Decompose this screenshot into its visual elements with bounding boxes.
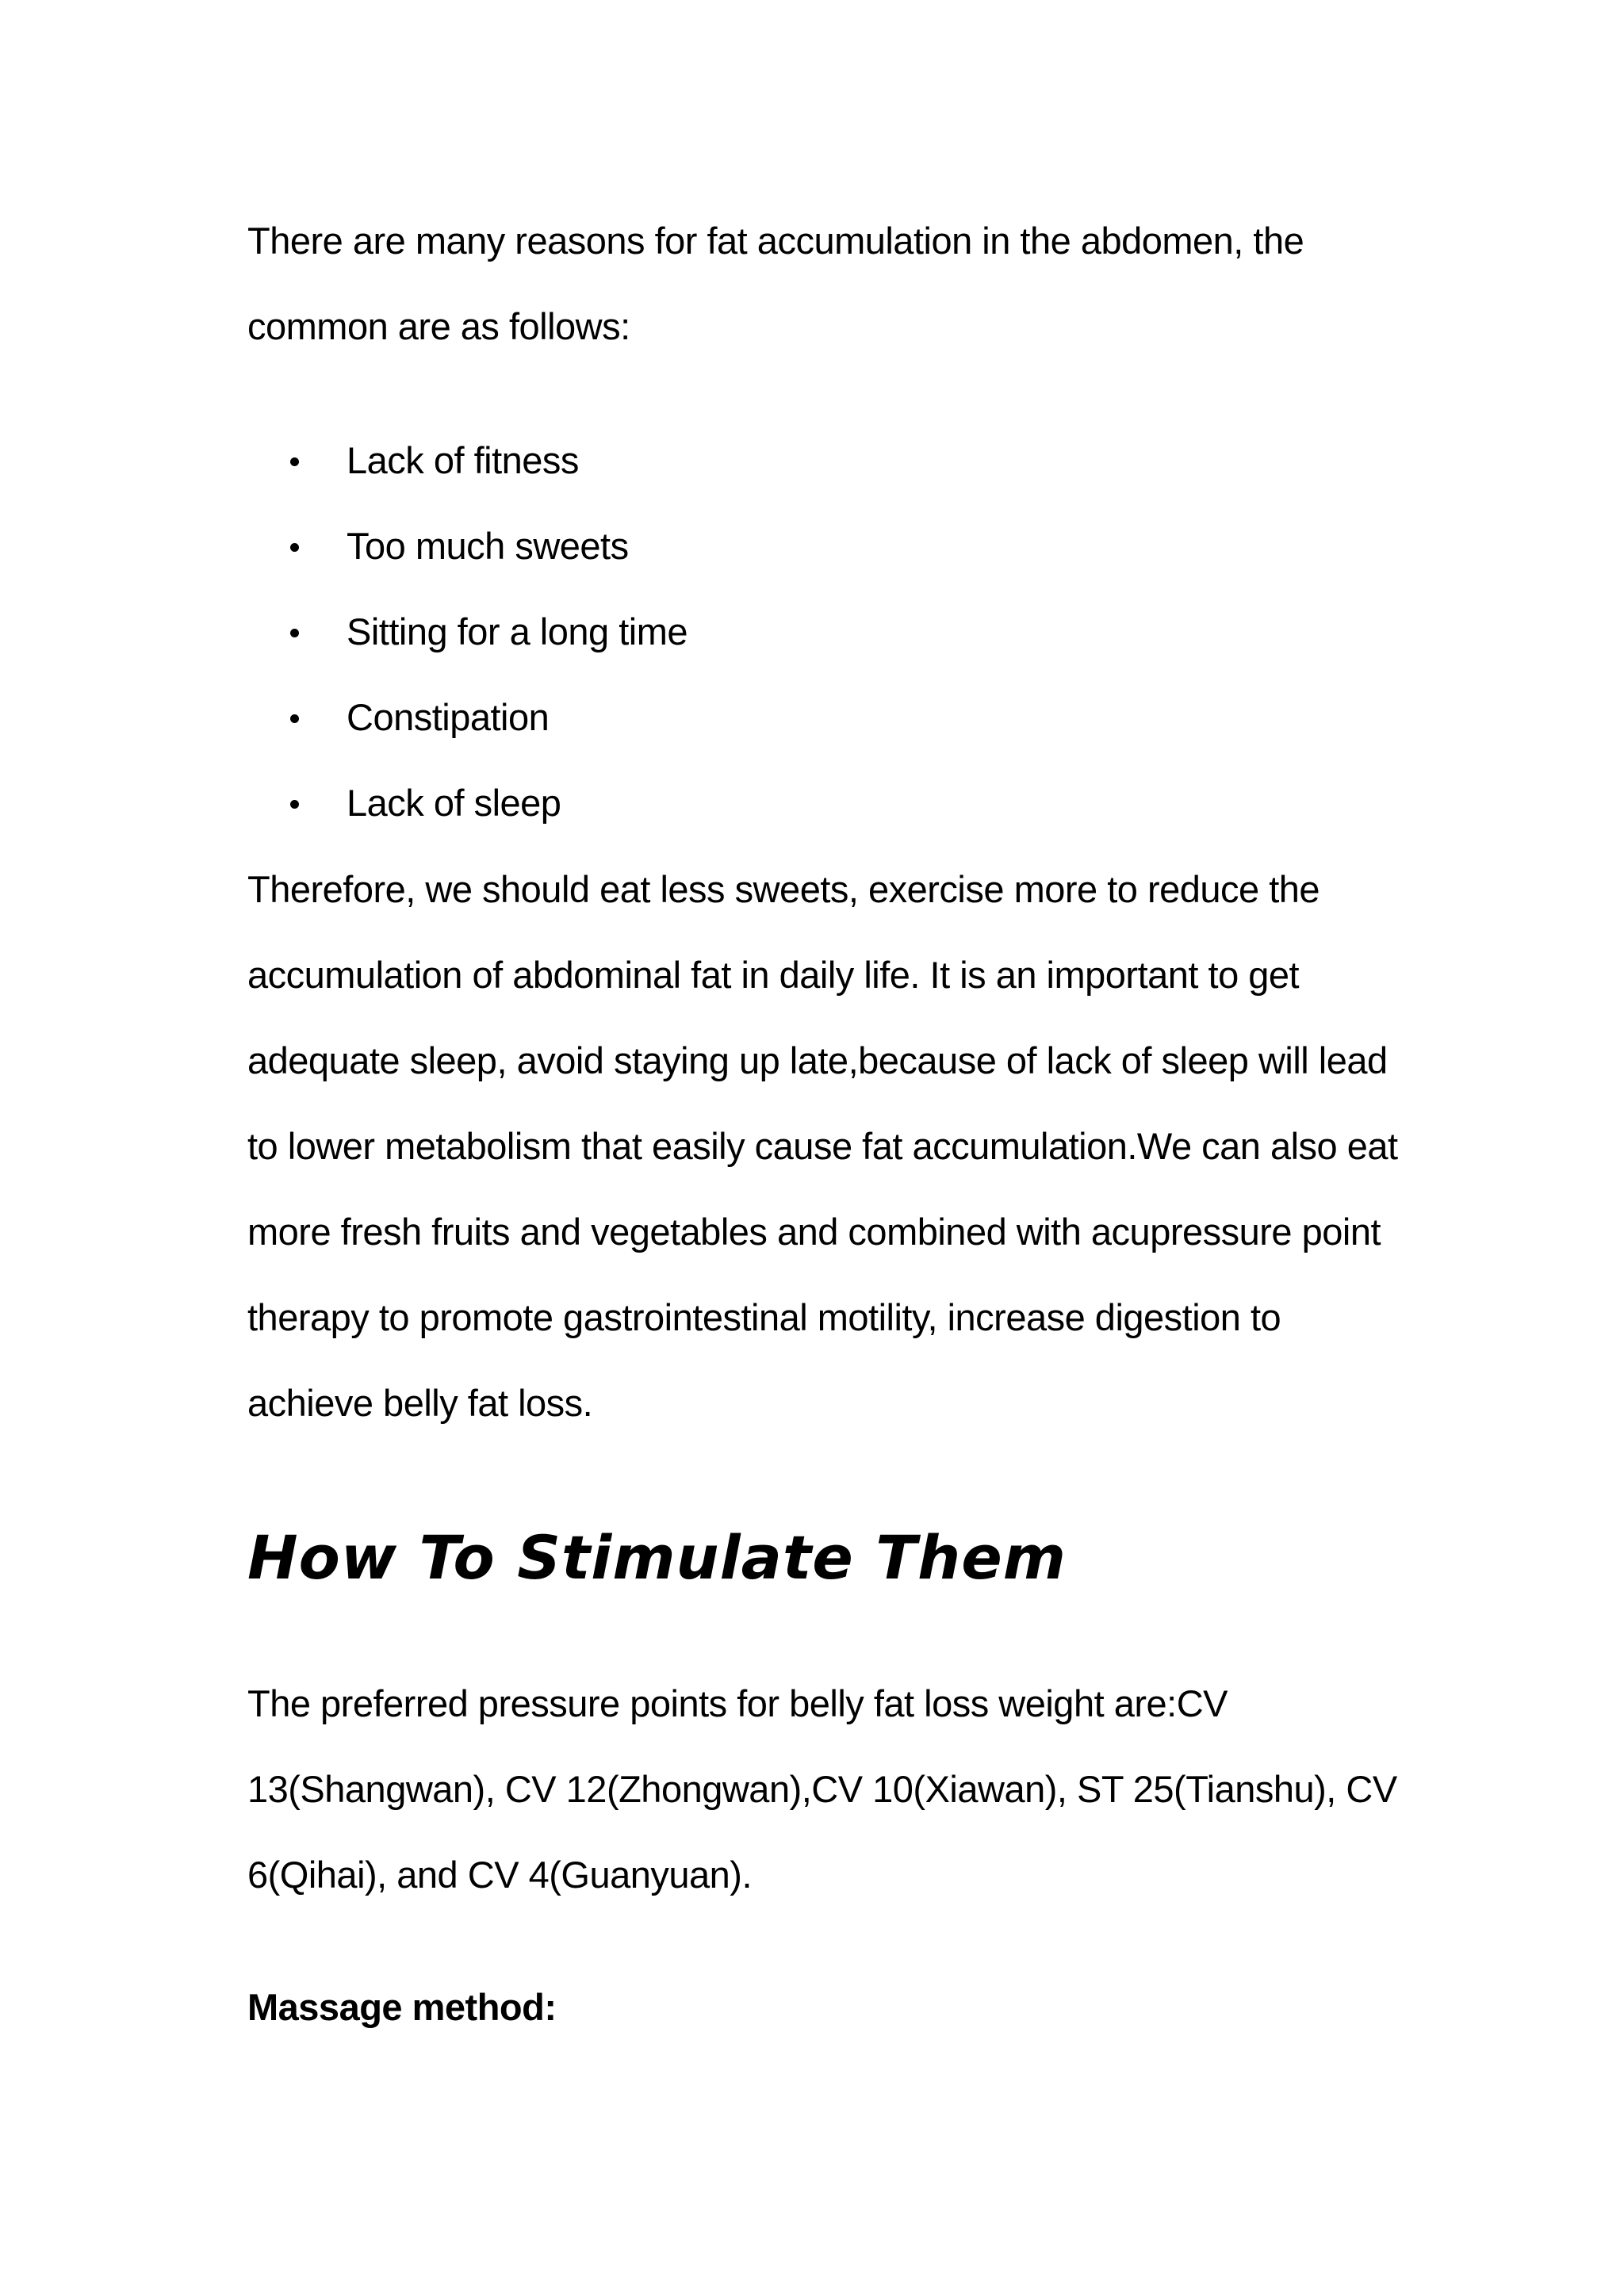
list-item-text: Lack of fitness <box>347 439 579 481</box>
bullet-icon <box>290 629 299 637</box>
pressure-points-paragraph: The preferred pressure points for belly fat loss weight are:CV 13(Shangwan), CV 12(Zhongwan),CV 10(Xiawan), ST 25(Tianshu), CV 6(Qihai), and CV 4(Guanyuan). <box>247 1682 1397 1896</box>
bullet-icon <box>290 800 299 809</box>
list-item-text: Too much sweets <box>347 525 629 567</box>
list-item <box>247 760 688 846</box>
list-item <box>247 589 688 675</box>
reasons-list <box>247 418 688 846</box>
bullet-icon <box>290 457 299 466</box>
list-item <box>247 418 688 503</box>
section-heading: How To Stimulate Them <box>247 1522 1067 1593</box>
list-item <box>247 503 688 589</box>
bullet-icon <box>290 543 299 552</box>
massage-method-label: Massage method: <box>247 1986 557 2028</box>
intro-paragraph: There are many reasons for fat accumulation in the abdomen, the common are as follows: <box>247 220 1304 347</box>
therefore-paragraph: Therefore, we should eat less sweets, exercise more to reduce the accumulation of abdominal fat in daily life. It is an important to get adequate sleep, avoid staying up late,because of lack of sleep will lead to lower metabolism that easily cause fat accumulation.We can also eat more fresh fruits and vegetables and combined with acupressure point therapy to promote gastrointestinal motility, increase digestion to achieve belly fat loss. <box>247 868 1398 1424</box>
list-item <box>247 675 688 760</box>
list-item-text: Sitting for a long time <box>347 610 688 652</box>
list-item-text: Constipation <box>347 696 550 738</box>
list-item-text: Lack of sleep <box>347 782 561 824</box>
bullet-icon <box>290 714 299 723</box>
